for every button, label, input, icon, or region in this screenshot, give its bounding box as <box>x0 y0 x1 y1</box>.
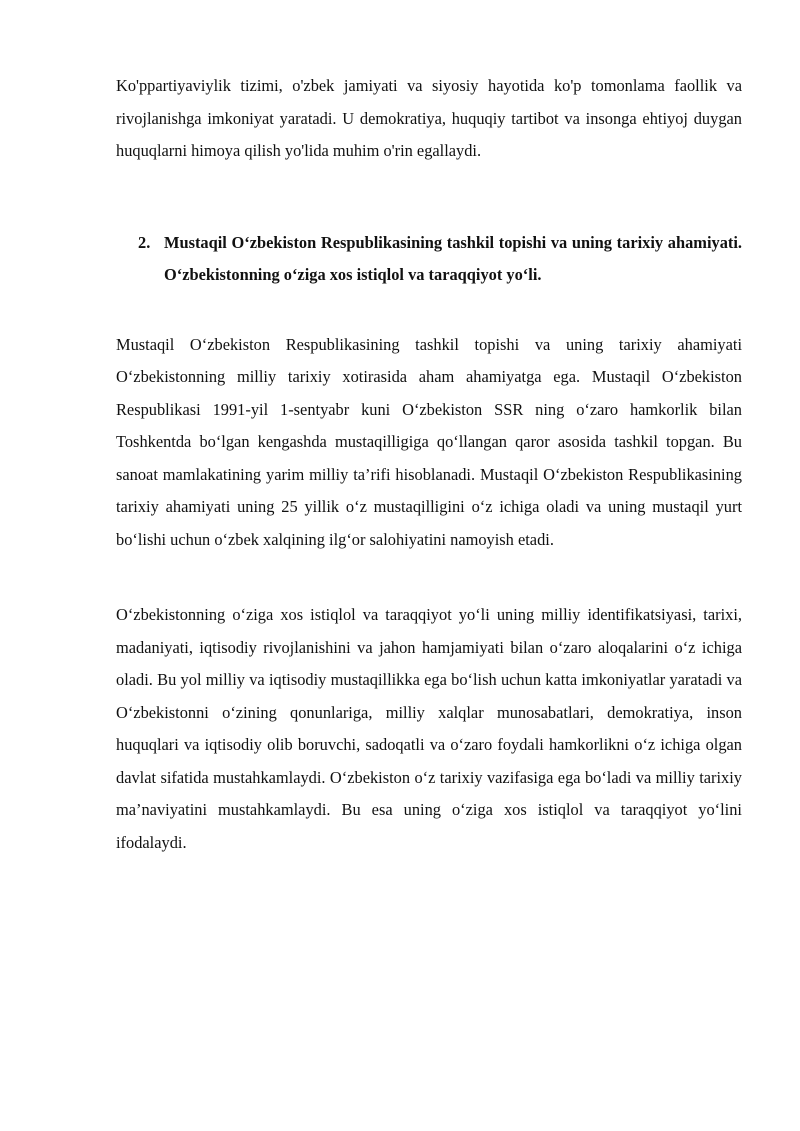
section-number: 2. <box>138 232 151 252</box>
section-heading-text: Mustaqil O‘zbekiston Respublikasining tashkil topishi va uning tarixiy ahamiyati. O‘zbekistonning o‘ziga xos istiqlol va taraqqiyot yo‘li. <box>164 232 742 284</box>
section-heading <box>116 227 742 292</box>
body-paragraph-2: O‘zbekistonning o‘ziga xos istiqlol va taraqqiyot yo‘li uning milliy identifikatsiyasi, tarixi, madaniyati, iqtisodiy rivojlanishini va jahon hamjamiyati bilan o‘zaro aloqalarini o‘z ichiga oladi. Bu yol milliy va iqtisodiy mustaqillikka ega bo‘lish uchun katta imkoniyatlar yaratadi va O‘zbekistonni o‘zining qonunlariga, milliy xalqlar munosabatlari, demokratiya, inson huquqlari va iqtisodiy olib boruvchi, sadoqatli va o‘zaro foydali hamkorlikni o‘z ichiga olgan davlat sifatida mustahkamlaydi. O‘zbekiston o‘z tarixiy vazifasiga ega bo‘ladi va milliy tarixiy ma’naviyatini mustahkamlaydi. Bu esa uning o‘ziga xos istiqlol va taraqqiyot yo‘lini ifodalaydi. <box>116 605 742 852</box>
intro-paragraph: Ko'ppartiyaviylik tizimi, o'zbek jamiyati va siyosiy hayotida ko'p tomonlama faollik va rivojlanishga imkoniyat yaratadi. U demokratiya, huquqiy tartibot va insonga ehtiyoj duygan huquqlarni himoya qilish yo'lida muhim o'rin egallaydi. <box>116 76 742 160</box>
body-paragraph-1: Mustaqil O‘zbekiston Respublikasining tashkil topishi va uning tarixiy ahamiyati O‘zbekistonning milliy tarixiy xotirasida aham ahamiyatga ega. Mustaqil O‘zbekiston Respublikasi 1991-yil 1-sentyabr kuni O‘zbekiston SSR ning o‘zaro hamkorlik bilan Toshkentda bo‘lgan kengashda mustaqilligiga qo‘llangan qaror asosida tashkil topgan. Bu sanoat mamlakatining yarim milliy ta’rifi hisoblanadi. Mustaqil O‘zbekiston Respublikasining tarixiy ahamiyati uning 25 yillik o‘z mustaqilligini o‘z ichiga oladi va uning mustaqil yurt bo‘lishi uchun o‘zbek xalqining ilg‘or salohiyatini namoyish etadi. <box>116 334 742 549</box>
document-page <box>116 70 742 859</box>
